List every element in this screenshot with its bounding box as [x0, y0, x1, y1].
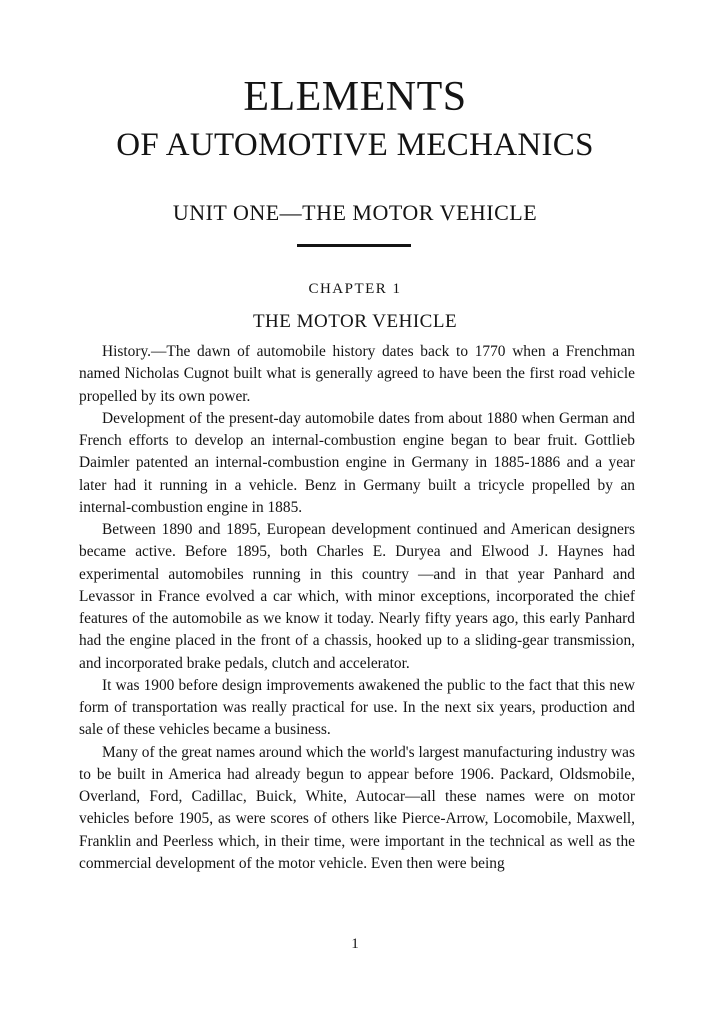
paragraph	[79, 675, 635, 742]
paragraph	[79, 519, 635, 675]
book-title-line-2: OF AUTOMOTIVE MECHANICS	[116, 127, 594, 163]
paragraph	[79, 408, 635, 519]
paragraph-text: Many of the great names around which the world's largest manufacturing industry was to be built in America had already begun to appear before 1906. Packard, Oldsmobile, Overland, Ford, Cadillac, Buick, White, Autocar—all these names were on motor vehicles before 1905, as were scores of others like Pierce-Arrow, Locomobile, Maxwell, Franklin and Peerless which, in their time, were important in the technical as well as the commercial development of the motor vehicle. Even then were being	[79, 743, 635, 872]
paragraph-text: Development of the present-day automobile dates from about 1880 when German and French efforts to develop an internal-combustion engine began to bear fruit. Gottlieb Daimler patented an internal-combustion engine in Germany in 1885-1886 and a year later had it running in a vehicle. Benz in Germany built a tricycle propelled by an internal-combustion engine in 1885.	[79, 409, 635, 516]
chapter-title: THE MOTOR VEHICLE	[252, 311, 458, 332]
paragraph-text: —The dawn of automobile history dates back to 1770 when a Frenchman named Nicholas Cugnot built what is generally agreed to have been the first road vehicle propelled by its own power.	[79, 343, 635, 405]
unit-title: UNIT ONE—THE MOTOR VEHICLE	[172, 200, 538, 225]
paragraph	[79, 341, 635, 408]
title-divider-rule	[297, 244, 411, 247]
body-text	[79, 341, 635, 875]
page-number: 1	[351, 936, 359, 952]
book-title-line-1: ELEMENTS	[243, 74, 467, 120]
chapter-label: CHAPTER 1	[308, 281, 402, 297]
paragraph	[79, 742, 635, 876]
paragraph-run-in-heading: History.	[102, 343, 152, 360]
paragraph-text: It was 1900 before design improvements awakened the public to the fact that this new form of transportation was really practical for use. In the next six years, production and sale of these vehicles became a business.	[79, 676, 635, 739]
paragraph-text: Between 1890 and 1895, European development continued and American designers became active. Before 1895, both Charles E. Duryea and Elwood J. Haynes had experimental automobiles running in this country —and in that year Panhard and Levassor in France evolved a car which, with minor exceptions, incorporated the chief features of the automobile as we know it today. Nearly fifty years ago, this early Panhard had the engine placed in the front of a chassis, hooked up to a sliding-gear transmission, and incorporated brake pedals, clutch and accelerator.	[79, 521, 635, 672]
